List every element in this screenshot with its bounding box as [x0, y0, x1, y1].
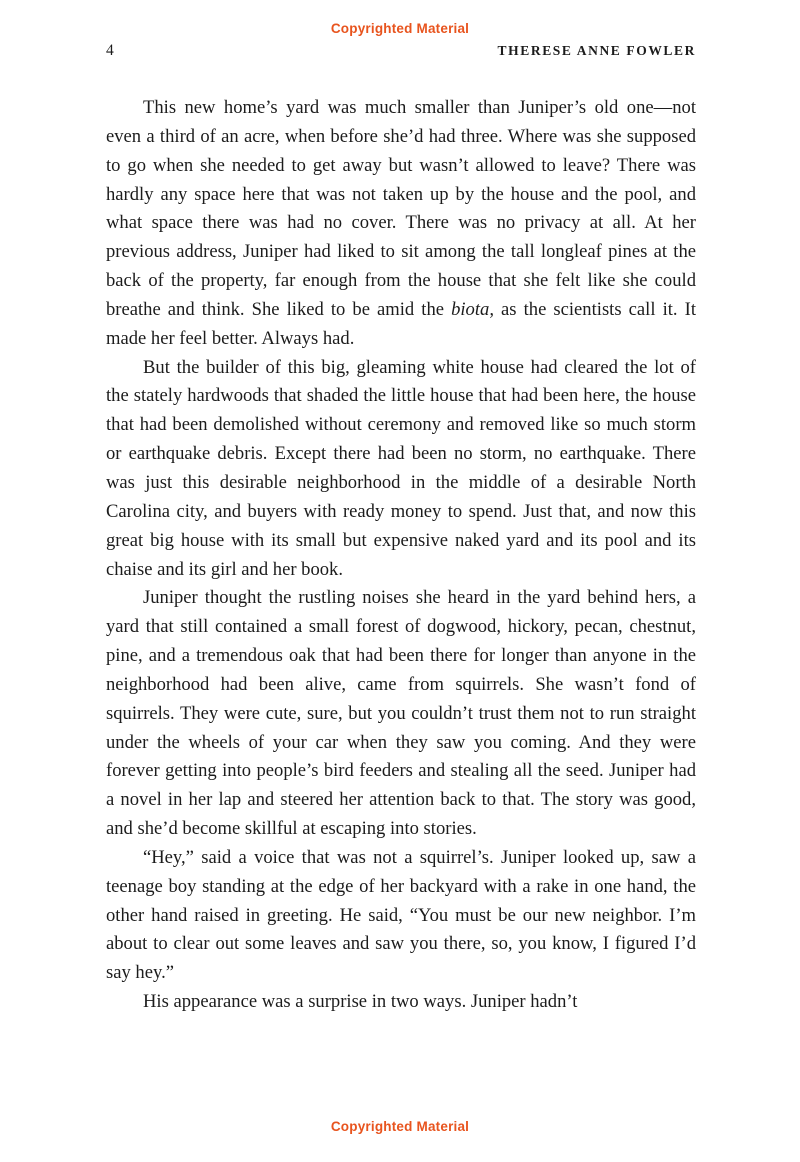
page-number: 4	[106, 42, 114, 59]
text-run: But the builder of this big, gleaming white house had cleared the lot of the stately hardwoods that shaded the little house that had been here, the house that had been demolished without ceremony and removed like so much storm or earthquake debris. Except there had been no storm, no earthquake. There was just this desirable neighborhood in the middle of a desirable North Carolina city, and buyers with ready money to spend. Just that, and now this great big house with its small but expensive naked yard and its pool and its chaise and its girl and her book.	[106, 356, 696, 580]
paragraph	[106, 354, 696, 585]
top-watermark: Copyrighted Material	[330, 21, 470, 36]
text-run: This new home’s yard was much smaller than Juniper’s old one—not even a third of an acre, when before she’d had three. Where was she supposed to go when she needed to get away but wasn’t allowed to leave? There was hardly any space here that was not taken up by the house and the pool, and what space there was had no cover. There was no privacy at all. At her previous address, Juniper had liked to sit among the tall longleaf pines at the back of the property, far enough from the house that she felt like she could breathe and think. She liked to be amid the	[106, 97, 696, 320]
paragraph	[106, 584, 696, 844]
paragraph	[106, 94, 696, 354]
text-run: His appearance was a surprise in two ways. Juniper hadn’t	[143, 991, 578, 1013]
bottom-watermark: Copyrighted Material	[330, 1119, 470, 1134]
page-header	[106, 42, 696, 60]
paragraph	[106, 988, 696, 1017]
paragraph	[106, 844, 696, 988]
text-run: “Hey,” said a voice that was not a squirrel’s. Juniper looked up, saw a teenage boy standing at the edge of her backyard with a rake in one hand, the other hand raised in greeting. He said, “You must be our new neighbor. I’m about to clear out some leaves and saw you there, so, you know, I figured I’d say hey.”	[106, 846, 696, 984]
italic-text-run: biota,	[451, 298, 494, 320]
text-run: as the scientists call it. It made her feel better. Always had.	[106, 298, 696, 349]
running-head: THERESE ANNE FOWLER	[497, 43, 696, 58]
body-text	[106, 94, 696, 1017]
text-run: Juniper thought the rustling noises she heard in the yard behind hers, a yard that still contained a small forest of dogwood, hickory, pecan, chestnut, pine, and a tremendous oak that had been there for longer than anyone in the neighborhood had been alive, came from squirrels. She wasn’t fond of squirrels. They were cute, sure, but you couldn’t trust them not to run straight under the wheels of your car when they saw you coming. And they were forever getting into people’s bird feeders and stealing all the seed. Juniper had a novel in her lap and steered her attention back to that. The story was good, and she’d become skillful at escaping into stories.	[106, 587, 696, 840]
